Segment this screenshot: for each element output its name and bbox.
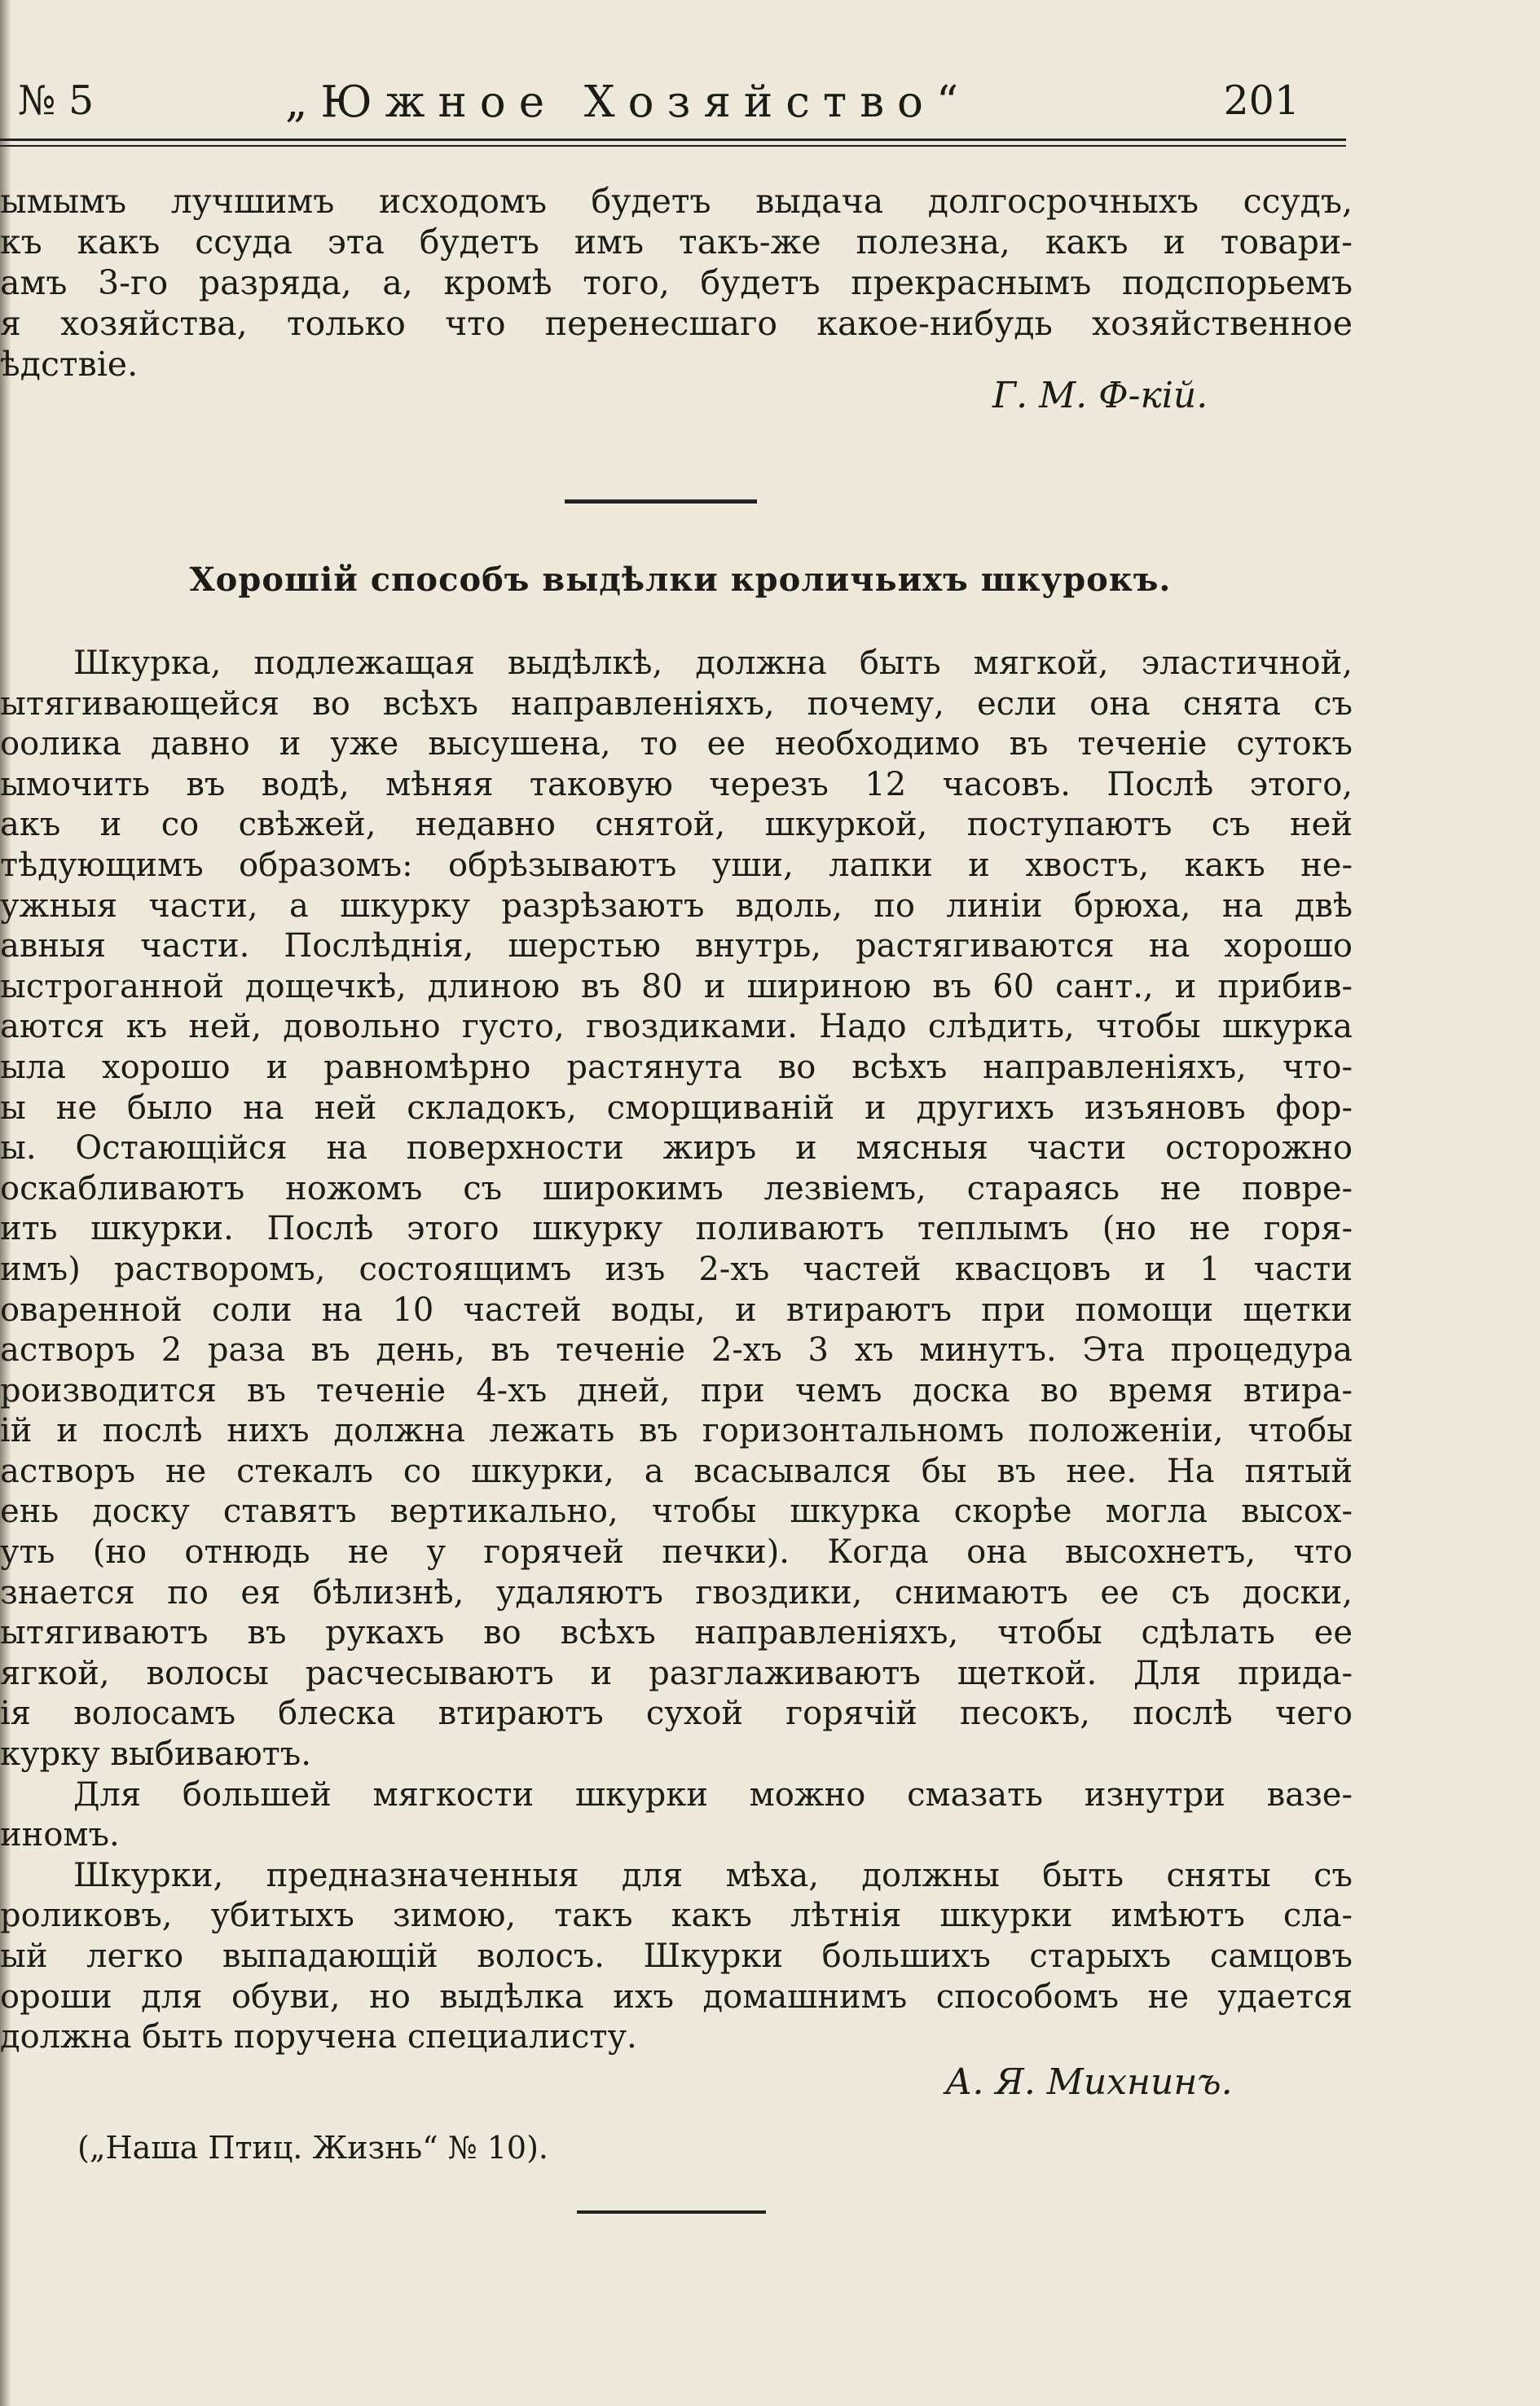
text-line: астворъ не стекалъ со шкурки, а всасывался бы въ нее. На пятый [0, 1452, 1353, 1490]
journal-title: „Южное Хозяйство“ [285, 77, 972, 127]
article-title: Хорошій способъ выдѣлки кроличьихъ шкурокъ. [189, 561, 1172, 599]
text-line: ымочить въ водѣ, мѣняя таковую черезъ 12 часовъ. Послѣ этого, [0, 765, 1353, 803]
text-line: должна быть поручена специалисту. [0, 2018, 637, 2056]
intro-signature: Г. М. Ф-кій. [992, 375, 1208, 416]
text-line: ытягивающейся во всѣхъ направленіяхъ, почему, если она снята съ [0, 684, 1353, 723]
header-rule [0, 139, 1346, 141]
section-divider [565, 499, 757, 504]
text-line: знается по ея бѣлизнѣ, удаляютъ гвоздики, снимаютъ ее съ доски, [0, 1573, 1353, 1612]
text-line: ы. Остающійся на поверхности жиръ и мясныя части осторожно [0, 1129, 1353, 1168]
text-line: амъ 3-го разряда, а, кромѣ того, будетъ прекраснымъ подспорьемъ [0, 263, 1353, 302]
intro-paragraph [0, 181, 1353, 385]
text-line: ымымъ лучшимъ исходомъ будетъ выдача долгосрочныхъ ссудъ, [0, 182, 1353, 221]
source-citation: („Наша Птиц. Жизнь“ № 10). [77, 2130, 549, 2166]
text-line: ый легко выпадающій волосъ. Шкурки большихъ старыхъ самцовъ [0, 1938, 1353, 1975]
text-line: астворъ 2 раза въ день, въ теченіе 2-хъ 3 хъ минутъ. Эта процедура [0, 1331, 1353, 1370]
text-line: Шкурки, предназначенныя для мѣха, должны быть сняты съ [73, 1856, 1353, 1894]
article-body [0, 644, 1353, 2058]
text-line: ія волосамъ блеска втираютъ сухой горячій песокъ, послѣ чего [0, 1695, 1353, 1733]
page-header [0, 77, 1361, 136]
text-line: ужныя части, а шкурку разрѣзаютъ вдоль, по линіи брюха, на двѣ [0, 886, 1353, 925]
text-line: ыстроганной дощечкѣ, длиною въ 80 и шириною въ 60 сант., и прибив- [0, 967, 1353, 1005]
text-line: оскабливаютъ ножомъ съ широкимъ лезвіемъ, стараясь не повре- [0, 1169, 1353, 1207]
text-line: роизводится въ теченіе 4-хъ дней, при чемъ доска во время втира- [0, 1371, 1353, 1410]
text-line: роликовъ, убитыхъ зимою, такъ какъ лѣтнія шкурки имѣютъ сла- [0, 1897, 1353, 1935]
text-line: иномъ. [0, 1816, 120, 1854]
text-line: тѣдующимъ образомъ: обрѣзываютъ уши, лапки и хвостъ, какъ не- [0, 846, 1353, 884]
text-line: я хозяйства, только что перенесшаго какое-нибудь хозяйственное [0, 304, 1353, 343]
text-line: курку выбиваютъ. [0, 1735, 311, 1774]
text-line: ій и послѣ нихъ должна лежать въ горизонтальномъ положеніи, чтобы [0, 1412, 1353, 1450]
text-line: имъ) растворомъ, состоящимъ изъ 2-хъ частей квасцовъ и 1 части [0, 1250, 1353, 1288]
end-divider [577, 2210, 766, 2214]
text-line: ень доску ставятъ вертикально, чтобы шкурка скорѣе могла высох- [0, 1493, 1353, 1531]
text-line: уть (но отнюдь не у горячей печки). Когда она высохнетъ, что [0, 1533, 1353, 1572]
text-line: оолика давно и уже высушена, то ее необходимо въ теченіе сутокъ [0, 725, 1353, 763]
text-line: аются къ ней, довольно густо, гвоздиками. Надо слѣдить, чтобы шкурка [0, 1008, 1353, 1046]
text-line: оваренной соли на 10 частей воды, и втираютъ при помощи щетки [0, 1291, 1353, 1329]
text-line: ягкой, волосы расчесываютъ и разглаживаютъ щеткой. Для прида- [0, 1654, 1353, 1692]
text-line: ѣдствіе. [0, 345, 139, 384]
page-number: 201 [1223, 77, 1300, 124]
article-signature: А. Я. Михнинъ. [945, 2061, 1233, 2103]
text-line: Для большей мягкости шкурки можно смазать изнутри вазе- [73, 1775, 1353, 1814]
text-line: ыла хорошо и равномѣрно растянута во всѣхъ направленіяхъ, что- [0, 1048, 1353, 1086]
text-line: авныя части. Послѣднія, шерстью внутрь, растягиваются на хорошо [0, 927, 1353, 965]
text-line: Шкурка, подлежащая выдѣлкѣ, должна быть мягкой, эластичной, [73, 644, 1353, 682]
text-line: къ какъ ссуда эта будетъ имъ такъ-же полезна, какъ и товари- [0, 222, 1353, 262]
text-line: ороши для обуви, но выдѣлка ихъ домашнимъ способомъ не удается [0, 1977, 1353, 2016]
text-line: ы не было на ней складокъ, сморщиваній и другихъ изъяновъ фор- [0, 1089, 1353, 1127]
text-line: акъ и со свѣжей, недавно снятой, шкуркой, поступаютъ съ ней [0, 806, 1353, 844]
text-line: ить шкурки. Послѣ этого шкурку поливаютъ теплымъ (но не горя- [0, 1210, 1353, 1248]
issue-number: № 5 [18, 77, 95, 124]
header-rule-thin [0, 145, 1346, 147]
text-line: ытягиваютъ въ рукахъ во всѣхъ направленіяхъ, чтобы сдѣлать ее [0, 1614, 1353, 1652]
